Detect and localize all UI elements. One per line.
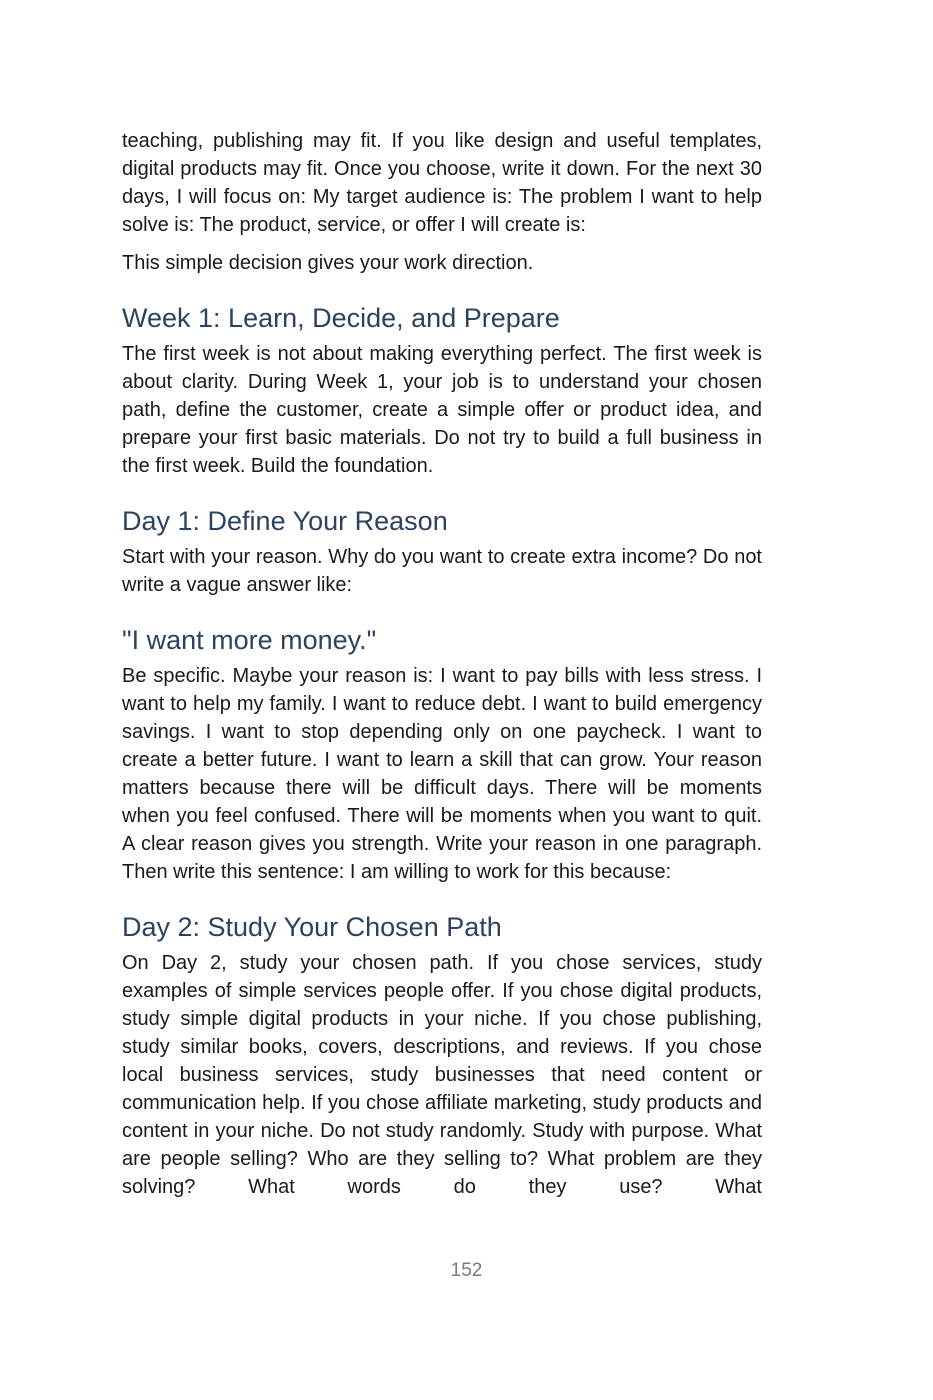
intro-paragraph: teaching, publishing may fit. If you like design and useful templates, digital products may fit. Once you choose, write it down. For the next 30 days, I will focus on: My target audience is: The problem I want to help solve is: The product, service, or offer I will create is: (122, 130, 762, 236)
quote-heading: "I want more money." (122, 625, 377, 655)
reason-paragraph: Be specific. Maybe your reason is: I want to pay bills with less stress. I want to help my family. I want to reduce debt. I want to build emergency savings. I want to stop depending only on one paycheck. I want to create a better future. I want to learn a skill that can grow. Your reason matters because there will be difficult days. There will be moments when you feel confused. There will be moments when you want to quit. A clear reason gives you strength. Write your reason in one paragraph. Then write this sentence: I am willing to work for this because: (122, 665, 762, 883)
day2-heading: Day 2: Study Your Chosen Path (122, 912, 502, 942)
page-number: 152 (450, 1260, 483, 1281)
day1-paragraph: Start with your reason. Why do you want to create extra income? Do not write a vague answer like: (122, 546, 762, 596)
day2-paragraph: On Day 2, study your chosen path. If you chose services, study examples of simple services people offer. If you chose digital products, study simple digital products in your niche. If you chose publishing, study similar books, covers, descriptions, and reviews. If you chose local business services, study businesses that need content or communication help. If you chose affiliate marketing, study products and content in your niche. Do not study randomly. Study with purpose. What are people selling? Who are they selling to? What problem are they solving? What words do they use? What (122, 952, 762, 1198)
week1-heading: Week 1: Learn, Decide, and Prepare (122, 303, 560, 333)
week1-paragraph: The first week is not about making everything perfect. The first week is about clarity. During Week 1, your job is to understand your chosen path, define the customer, create a simple offer or product idea, and prepare your first basic materials. Do not try to build a full business in the first week. Build the foundation. (122, 343, 762, 477)
page-content (122, 125, 762, 1201)
day1-heading: Day 1: Define Your Reason (122, 506, 448, 536)
intro-closing-paragraph: This simple decision gives your work direction. (122, 252, 534, 274)
